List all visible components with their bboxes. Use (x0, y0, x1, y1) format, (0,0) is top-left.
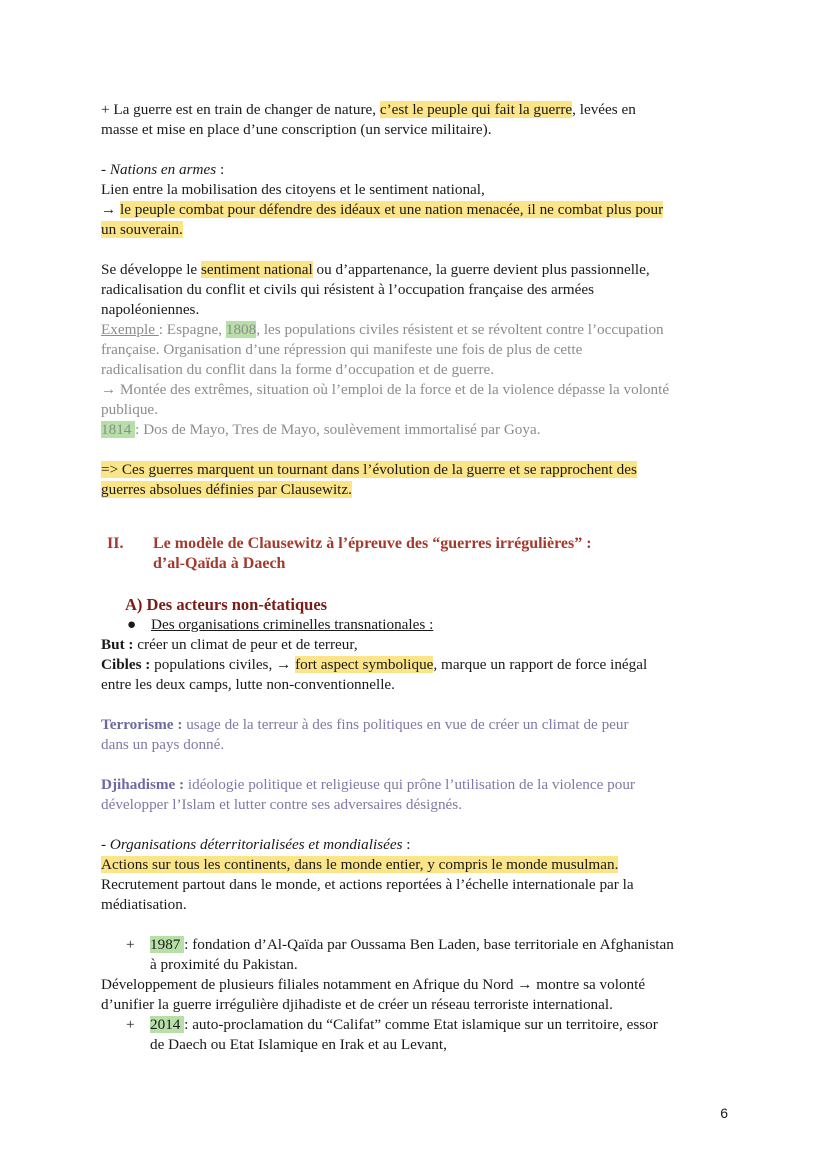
terrorisme-def-2: dans un pays donné. (101, 736, 225, 753)
djihadisme-def-1: Djihadisme : idéologie politique et religieuse qui prône l’utilisation de la violence pour (101, 776, 635, 793)
example-line-5: publique. (101, 401, 158, 418)
bullet-item: ● Des organisations criminelles transnationales : (127, 616, 434, 633)
conclusion-line-2: guerres absolues définies par Clausewitz. (101, 481, 352, 498)
example-1814: 1814 : Dos de Mayo, Tres de Mayo, soulèvement immortalisé par Goya. (101, 421, 541, 438)
development-line-1: Développement de plusieurs filiales notamment en Afrique du Nord → montre sa volonté (101, 976, 646, 993)
development-line-2: d’unifier la guerre irrégulière djihadiste et de créer un réseau terroriste international. (101, 996, 613, 1013)
terrorisme-def-1: Terrorisme : usage de la terreur à des fins politiques en vue de créer un climat de peur (101, 716, 629, 733)
but-line: But : créer un climat de peur et de terreur, (101, 636, 358, 653)
example-line-3: radicalisation du conflit dans la forme d’occupation et de guerre. (101, 361, 495, 378)
nations-title: - Nations en armes : (101, 161, 225, 178)
djihadisme-def-2: développer l’Islam et lutter contre ses adversaires désignés. (101, 796, 462, 813)
bullet-icon: ● (127, 616, 137, 633)
highlight-peuple: c’est le peuple qui fait la guerre (379, 101, 573, 118)
nations-line-1: Lien entre la mobilisation des citoyens et le sentiment national, (101, 181, 485, 198)
nations-highlight-1: → le peuple combat pour défendre des idéaux et une nation menacée, il ne combat plus pour (101, 201, 664, 218)
orgs-title: - Organisations déterritorialisées et mondialisées : (101, 836, 411, 853)
page-number: 6 (720, 1105, 728, 1121)
example-line-1: Exemple : Espagne, 1808, les populations civiles résistent et se révoltent contre l’occupation (101, 321, 664, 338)
year-1814: 1814 (101, 421, 136, 438)
example-line-2: française. Organisation d’une répression qui manifeste une fois de plus de cette (101, 341, 583, 358)
year-1987: 1987 (150, 936, 185, 953)
timeline-1987: + 1987 : fondation d’Al-Qaïda par Oussama Ben Laden, base territoriale en Afghanistan à proximité du Pakistan. (126, 936, 674, 973)
orgs-line-2: Recrutement partout dans le monde, et actions reportées à l’échelle internationale par la (101, 876, 634, 893)
example-line-4: → Montée des extrêmes, situation où l’emploi de la force et de la violence dépasse la volonté (101, 381, 670, 398)
plus-icon: + (126, 1016, 135, 1033)
cibles-line-2: entre les deux camps, lutte non-conventionnelle. (101, 676, 395, 693)
year-2014: 2014 (150, 1016, 185, 1033)
timeline-2014: + 2014 : auto-proclamation du “Califat” comme Etat islamique sur un territoire, essor de Daech ou Etat Islamique en Irak et au Levant, (126, 1016, 658, 1053)
sentiment-line-2: radicalisation du conflit et civils qui résistent à l’occupation française des armées (101, 281, 594, 298)
plus-icon: + (126, 936, 135, 953)
sentiment-line-3: napoléoniennes. (101, 301, 200, 318)
conclusion-line-1: => Ces guerres marquent un tournant dans l’évolution de la guerre et se rapprochent des (101, 461, 637, 478)
intro-line-1: + La guerre est en train de changer de nature, c’est le peuple qui fait la guerre, levées en (101, 101, 636, 118)
nations-highlight-2: un souverain. (101, 221, 183, 238)
orgs-line-3: médiatisation. (101, 896, 187, 913)
orgs-highlight: Actions sur tous les continents, dans le monde entier, y compris le monde musulman. (101, 856, 619, 873)
section-2-heading: II. Le modèle de Clausewitz à l’épreuve des “guerres irrégulières” : d’al-Qaïda à Daech (107, 535, 592, 572)
intro-line-2: masse et mise en place d’une conscription (un service militaire). (101, 121, 492, 138)
sentiment-line-1: Se développe le sentiment national ou d’appartenance, la guerre devient plus passionnelle, (101, 261, 650, 278)
year-1808: 1808 (225, 321, 257, 338)
cibles-line-1: Cibles : populations civiles, → fort aspect symbolique, marque un rapport de force inégal (101, 656, 648, 673)
section-a-heading: A) Des acteurs non-étatiques (125, 595, 328, 614)
